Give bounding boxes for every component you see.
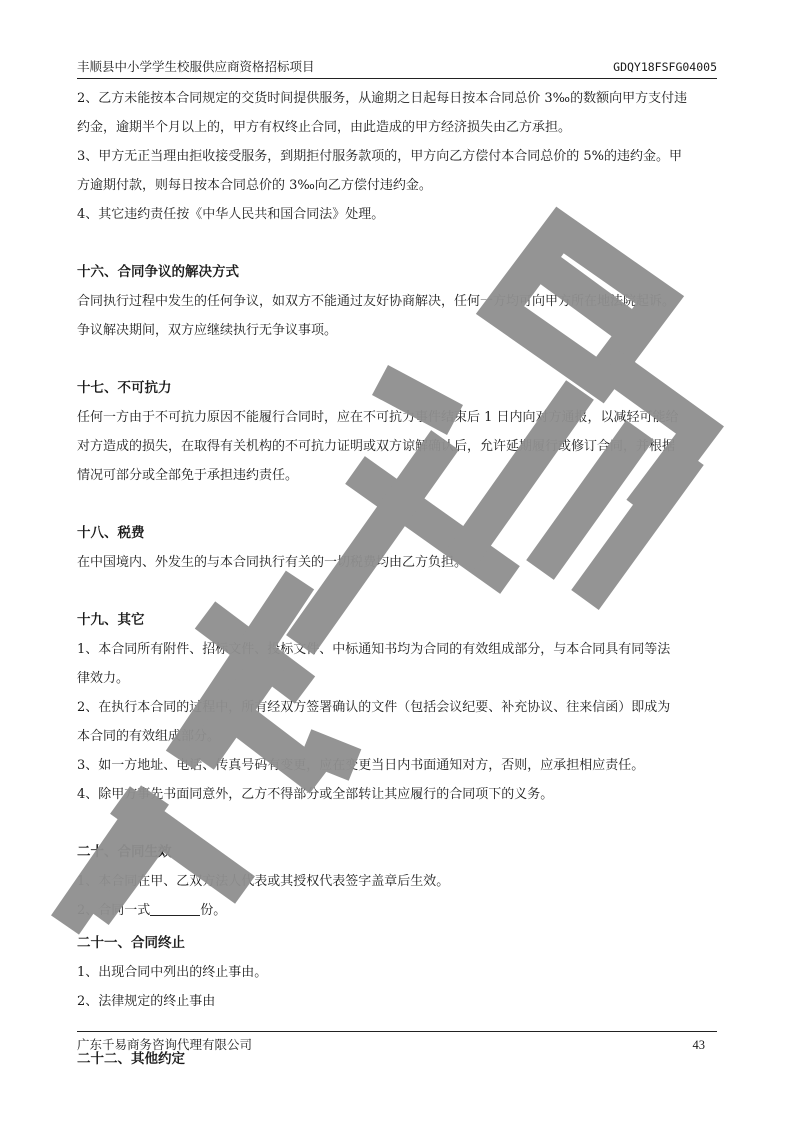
page-header: [77, 58, 717, 76]
clause-text: 1、本合同在甲、乙双方法人代表或其授权代表签字盖章后生效。: [77, 874, 450, 889]
clause-text: 约金，逾期半个月以上的，甲方有权终止合同，由此造成的甲方经济损失由乙方承担。: [77, 120, 572, 135]
footer-company: 广东千易商务咨询代理有限公司: [77, 1037, 253, 1052]
clause-text: 4、除甲方事先书面同意外，乙方不得部分或全部转让其应履行的合同项下的义务。: [77, 787, 554, 802]
header-project-title: 丰顺县中小学学生校服供应商资格招标项目: [77, 59, 315, 74]
footer-divider: [77, 1031, 717, 1032]
document-body: [77, 84, 717, 1074]
copies-blank: [150, 901, 200, 916]
header-project-code: GDQY18FSFG04005: [613, 60, 717, 74]
section-heading-22: 二十二、其他约定: [77, 1051, 185, 1067]
clause-copies-suffix: 份。: [200, 903, 227, 918]
clause-text: 2、在执行本合同的过程中，所有经双方签署确认的文件（包括会议纪要、补充协议、往来信函）即成为: [77, 700, 671, 715]
clause-text: 情况可部分或全部免于承担违约责任。: [77, 468, 299, 483]
clause-text: 1、出现合同中列出的终止事由。: [77, 965, 268, 980]
page-footer: [77, 1036, 717, 1054]
clause-text: 争议解决期间，双方应继续执行无争议事项。: [77, 323, 338, 338]
clause-copies-prefix: 2、合同一式: [77, 903, 151, 918]
clause-text: 2、乙方未能按本合同规定的交货时间提供服务，从逾期之日起每日按本合同总价 3‰的数额向甲方支付违: [77, 91, 688, 106]
page-number: 43: [692, 1038, 705, 1052]
header-divider: [77, 78, 717, 79]
clause-text: 2、法律规定的终止事由: [77, 994, 216, 1009]
section-heading-18: 十八、税费: [77, 525, 145, 541]
section-heading-16: 十六、合同争议的解决方式: [77, 264, 239, 280]
clause-text: 合同执行过程中发生的任何争议，如双方不能通过友好协商解决，任何一方均可向甲方所在地法院起诉。: [77, 294, 676, 309]
clause-text: 4、其它违约责任按《中华人民共和国合同法》处理。: [77, 207, 385, 222]
clause-text: 律效力。: [77, 671, 130, 686]
clause-text: 本合同的有效组成部分。: [77, 729, 221, 744]
section-heading-21: 二十一、合同终止: [77, 935, 185, 951]
section-heading-20: 二十、合同生效: [77, 844, 172, 860]
section-heading-17: 十七、不可抗力: [77, 380, 172, 396]
clause-text: 1、本合同所有附件、招标文件、投标文件、中标通知书均为合同的有效组成部分，与本合同具有同等法: [77, 642, 671, 657]
clause-text: 在中国境内、外发生的与本合同执行有关的一切税费均由乙方负担。: [77, 555, 468, 570]
clause-text: 方逾期付款，则每日按本合同总价的 3‰向乙方偿付违约金。: [77, 178, 432, 193]
clause-text: 3、如一方地址、电话、传真号码有变更，应在变更当日内书面通知对方，否则，应承担相应责任。: [77, 758, 645, 773]
clause-copies: [77, 896, 717, 925]
clause-text: 任何一方由于不可抗力原因不能履行合同时，应在不可抗力事件结束后 1 日内向对方通报，以减轻可能给: [77, 410, 679, 425]
clause-text: 对方造成的损失，在取得有关机构的不可抗力证明或双方谅解确认后，允许延期履行或修订合同，并根据: [77, 439, 676, 454]
clause-text: 3、甲方无正当理由拒收接受服务，到期拒付服务款项的，甲方向乙方偿付本合同总价的 5%的违约金。甲: [77, 149, 683, 164]
section-heading-19: 十九、其它: [77, 612, 145, 628]
